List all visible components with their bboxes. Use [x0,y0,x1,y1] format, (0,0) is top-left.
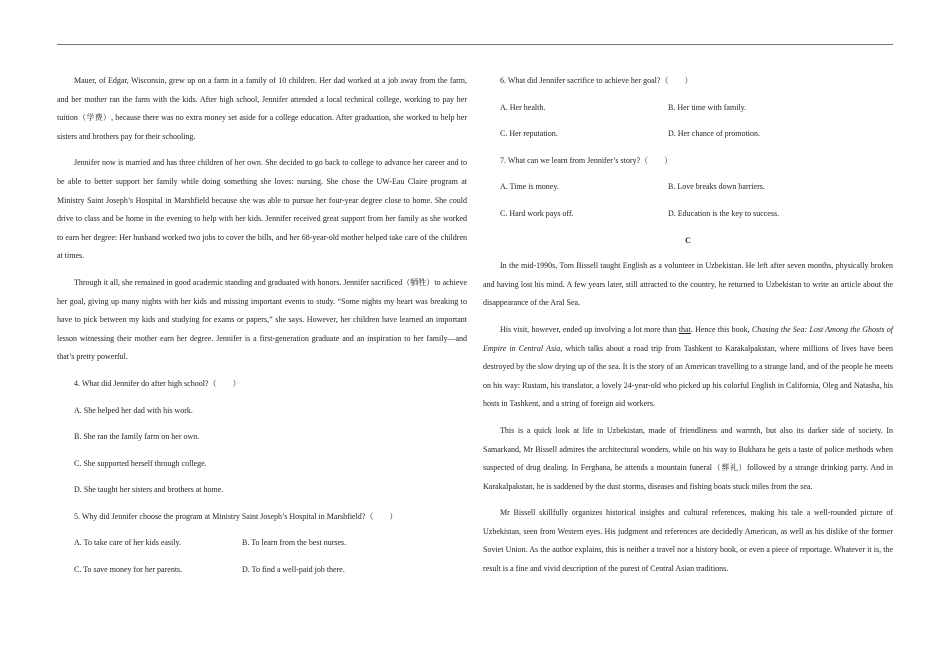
right-column [483,72,893,587]
question-6-option-b: B. Her time with family. [668,102,747,112]
question-6-option-c: C. Her reputation. [500,129,558,139]
question-6-option-a: A. Her health. [500,102,546,112]
question-7-options-row-1 [483,178,893,197]
passage-b-paragraph-3: Through it all, she remained in good academic standing and graduated with honors. Jennifer sacrificed（牺牲）to achieve her goal, giving up many nights with her kids and missing important events to study. “Some nights my heart was breaking to have to pick between my kids and studying for exams or papers,” she says. However, her children have learned an important lesson witnessing their mother earn her degree. Jennifer is a first-generation graduate and an inspiration to her family—and that’s pretty powerful. [57,277,467,362]
question-5-option-b: B. To learn from the best nurses. [242,538,347,548]
question-6-options-row-2 [483,125,893,144]
question-7-option-a: A. Time is money. [500,182,559,192]
passage-c-paragraph-2-text-2: . Hence this book, [690,324,752,334]
passage-b-paragraph-1: Mauer, of Edgar, Wisconsin, grew up on a farm in a family of 10 children. Her dad worked at a job away from the farm, and her mother ran the farm with the kids. After high school, Jennifer attended a local technical college, working to pay her tuition（学费）, because there was no extra money set aside for a college education. After graduation, she worked to help her sisters and brothers pay for their schooling. [57,76,467,141]
section-heading: C [685,235,691,245]
question-5-options-row-1 [57,534,467,553]
question-4-option-b: B. She ran the family farm on her own. [74,432,200,442]
passage-c-paragraph-2-text-3: , which talks about a road trip from Tashkent to Karakalpakstan, where millions of lives have been destroyed by the slow drying up of the sea. It is the story of an American travelling to a strange land, and of the people he meets on his way: Rustam, his translator, a lovely 24-year-old who picked up his colorful English in California, Oleg and Natasha, his hosts in Tashkent, and a string of foreign aid workers. [483,343,894,409]
question-7-options-row-2 [483,205,893,224]
passage-c-paragraph-2-text-1: His visit, however, ended up involving a lot more than [500,324,679,334]
question-7-stem: 7. What can we learn from Jennifer’s story?（ ） [500,155,673,165]
question-7-option-b: B. Love breaks down barriers. [668,182,765,192]
passage-c-paragraph-2 [483,321,893,414]
book-title: Chasing the Sea: Lost Among the Ghosts of Empire in Central Asia [483,324,894,353]
passage-c-paragraph-1: In the mid-1990s, Tom Bissell taught English as a volunteer in Uzbekistan. He left after seven months, physically broken and having lost his mind. A few years later, still attracted to the country, he returned to Uzbekistan to write an article about the disappearance of the Aral Sea. [483,261,893,308]
passage-c-paragraph-3: This is a quick look at life in Uzbekistan, made of friendliness and warmth, but also its darker side of society. In Samarkand, Mr Bissell admires the architectural wonders, while on his way to Bukhara he gets a taste of police methods when suspected of drug dealing. In Ferghana, he attends a mountain funeral（葬礼）followed by a strange drinking party. And in Karakalpakstan, he is saddened by the dust storms, diseases and fishing boats stuck miles from the sea. [483,425,893,491]
passage-c-paragraph-4: Mr Bissell skillfully organizes historical insights and cultural references, making his tale a well-rounded picture of Uzbekistan, seen from Western eyes. His judgment and references are decidedly American, as well as his dislike of the former Soviet Union. As the author explains, this is neither a travel nor a history book, or even a piece of reportage. Whatever it is, the result is a fine and vivid description of the purest of Central Asian traditions. [483,508,893,574]
question-5-option-d: D. To find a well-paid job there. [242,565,345,575]
question-6-stem: 6. What did Jennifer sacrifice to achieve her goal?（ ） [500,76,693,85]
question-4-option-d: D. She taught her sisters and brothers at home. [74,485,224,495]
underlined-word: that [678,324,691,334]
question-4-option-c: C. She supported herself through college. [74,458,207,468]
left-column [57,72,467,588]
question-5-option-c: C. To save money for her parents. [74,565,183,575]
question-7-option-d: D. Education is the key to success. [668,208,780,218]
question-5-option-a: A. To take care of her kids easily. [74,538,181,548]
question-6-options-row-1 [483,99,893,118]
question-4-option-a: A. She helped her dad with his work. [74,405,193,415]
passage-b-paragraph-2: Jennifer now is married and has three children of her own. She decided to go back to college to advance her career and to be able to better support her family while doing something she loves: nursing. She chose the UW-Eau Claire program at Ministry Saint Joseph’s Hospital in Marshfield because she was able to pursue her four-year degree close to home. She could drive to class and be home in the evening to help with her kids. Jennifer received great support from her family as she worked to earn her degree: Her husband worked two jobs to cover the bills, and her 68-year-old mother helped take care of the children at times. [57,158,467,261]
question-6-option-d: D. Her chance of promotion. [668,129,760,139]
question-7-option-c: C. Hard work pays off. [500,208,574,218]
question-5-stem: 5. Why did Jennifer choose the program at Ministry Saint Joseph’s Hospital in Marshfield?（ ） [74,511,398,521]
question-5-options-row-2 [57,561,467,580]
question-4-stem: 4. What did Jennifer do after high school?（ ） [74,378,241,388]
header-rule [57,44,893,45]
